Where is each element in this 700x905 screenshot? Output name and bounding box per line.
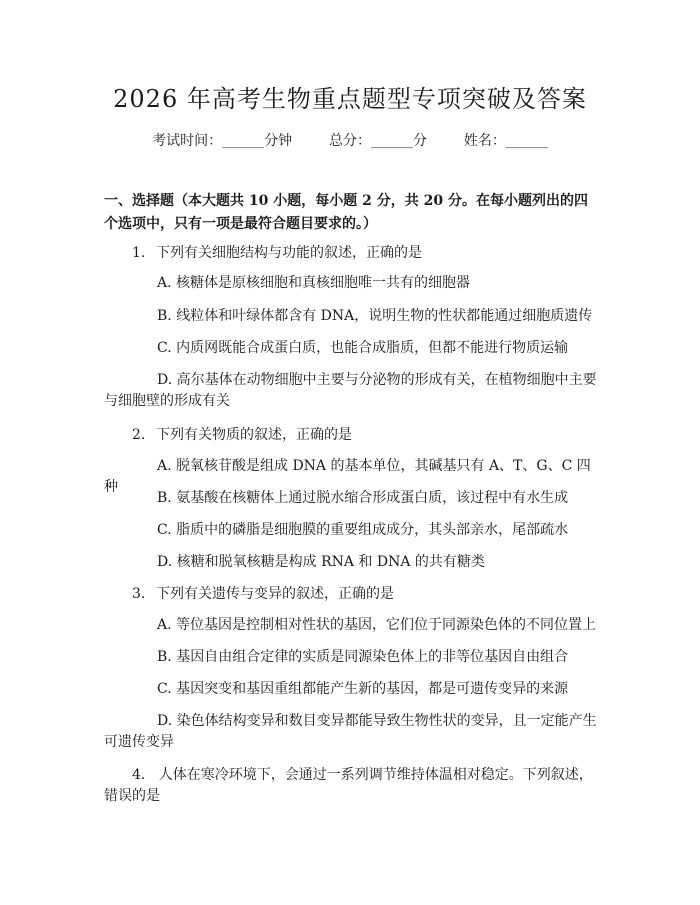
question-4 — [104, 765, 598, 807]
question-number: 1. — [132, 245, 146, 261]
question-stem: 下列有关遗传与变异的叙述，正确的是 — [156, 586, 394, 602]
document-title: 2026 年高考生物重点题型专项突破及答案 — [113, 85, 587, 113]
score-unit: 分 — [413, 133, 427, 149]
option-1c: C. 内质网既能合成蛋白质，也能合成脂质，但都不能进行物质运输 — [157, 340, 569, 356]
question-1 — [104, 243, 598, 264]
section-heading: 一、选择题（本大题共 10 小题，每小题 2 分，共 20 分。在每小题列出的四个选项中，只有一项是最符合题目要求的。） — [104, 193, 588, 232]
option-1d: D. 高尔基体在动物细胞中主要与分泌物的形成有关，在植物细胞中主要与细胞壁的形成有关 — [104, 372, 597, 409]
question-number: 3. — [132, 586, 146, 602]
time-unit: 分钟 — [264, 133, 293, 149]
question-number: 4. — [132, 767, 146, 783]
time-blank: ______ — [222, 133, 265, 149]
option-2a: A. 脱氧核苷酸是组成 DNA 的基本单位，其碱基只有 A、T、G、C 四种 — [104, 458, 591, 495]
option-2c: C. 脂质中的磷脂是细胞膜的重要组成成分，其头部亲水，尾部疏水 — [157, 522, 569, 538]
option-3a: A. 等位基因是控制相对性状的基因，它们位于同源染色体的不同位置上 — [157, 617, 597, 633]
question-number: 2. — [132, 427, 146, 443]
question-2 — [104, 425, 598, 446]
option-1a: A. 核糖体是原核细胞和真核细胞唯一共有的细胞器 — [157, 275, 471, 291]
time-label: 考试时间： — [152, 133, 223, 149]
option-2d: D. 核糖和脱氧核糖是构成 RNA 和 DNA 的共有糖类 — [157, 554, 485, 570]
question-stem: 人体在寒冷环境下，会通过一系列调节维持体温相对稳定。下列叙述，错误的是 — [104, 767, 593, 804]
option-3d: D. 染色体结构变异和数目变异都能导致生物性状的变异，且一定能产生可遗传变异 — [104, 713, 597, 750]
score-blank: ______ — [371, 133, 413, 149]
question-stem: 下列有关细胞结构与功能的叙述，正确的是 — [156, 245, 422, 261]
option-2b: B. 氨基酸在核糖体上通过脱水缩合形成蛋白质，该过程中有水生成 — [157, 490, 569, 506]
name-label: 姓名： — [463, 133, 506, 149]
score-label: 总分： — [329, 133, 371, 149]
option-1b: B. 线粒体和叶绿体都含有 DNA，说明生物的性状都能通过细胞质遗传 — [157, 308, 593, 324]
name-blank: ______ — [505, 133, 548, 149]
exam-info-line — [0, 131, 700, 151]
option-3b: B. 基因自由组合定律的实质是同源染色体上的非等位基因自由组合 — [157, 649, 569, 665]
question-stem: 下列有关物质的叙述，正确的是 — [156, 427, 352, 443]
option-3c: C. 基因突变和基因重组都能产生新的基因，都是可遗传变异的来源 — [157, 681, 569, 697]
question-3 — [104, 584, 598, 605]
